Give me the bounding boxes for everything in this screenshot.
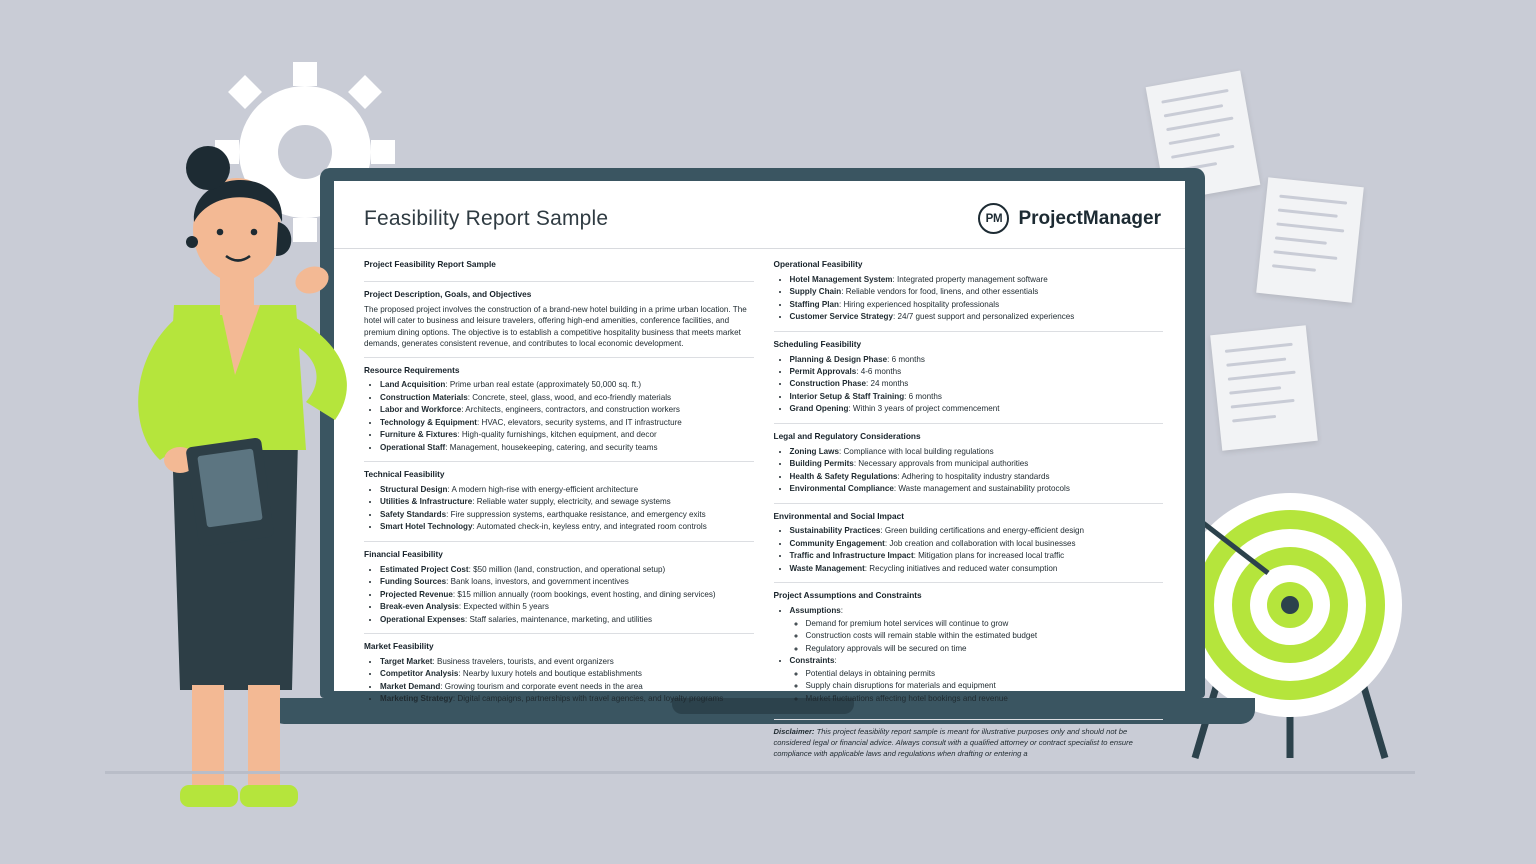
list-item: • Estimated Project Cost: $50 million (land, construction, and operational setup) bbox=[380, 564, 754, 575]
left-column bbox=[364, 259, 754, 759]
bullet-list bbox=[364, 484, 754, 533]
list-item: • Building Permits: Necessary approvals from municipal authorities bbox=[790, 458, 1164, 469]
bullet-list bbox=[774, 274, 1164, 323]
sub-list-item: ◦ Market fluctuations affecting hotel bookings and revenue bbox=[806, 693, 1164, 704]
section-title: Market Feasibility bbox=[364, 641, 434, 652]
bullet-list bbox=[774, 525, 1164, 574]
sub-list-item: ◦ Construction costs will remain stable within the estimated budget bbox=[806, 630, 1164, 641]
list-item: • Technology & Equipment: HVAC, elevators, security systems, and IT infrastructure bbox=[380, 417, 754, 428]
list-item: • Interior Setup & Staff Training: 6 months bbox=[790, 391, 1164, 402]
list-item: • Customer Service Strategy: 24/7 guest support and personalized experiences bbox=[790, 311, 1164, 322]
list-item: • Projected Revenue: $15 million annually (room bookings, event hosting, and dining services) bbox=[380, 589, 754, 600]
brand-mark-icon: PM bbox=[978, 203, 1009, 234]
list-item: • Smart Hotel Technology: Automated check-in, keyless entry, and integrated room controls bbox=[380, 521, 754, 532]
section-market-feasibility bbox=[364, 641, 754, 713]
list-item: • Planning & Design Phase: 6 months bbox=[790, 354, 1164, 365]
list-item: • Construction Materials: Concrete, steel, glass, wood, and eco-friendly materials bbox=[380, 392, 754, 403]
section-assumptions-constraints bbox=[774, 590, 1164, 712]
list-item: • Market Demand: Growing tourism and corporate event needs in the area bbox=[380, 681, 754, 692]
list-item: • Staffing Plan: Hiring experienced hospitality professionals bbox=[790, 299, 1164, 310]
list-item: • Utilities & Infrastructure: Reliable water supply, electricity, and sewage systems bbox=[380, 496, 754, 507]
document-body bbox=[334, 249, 1185, 759]
section-paragraph: The proposed project involves the construction of a brand-new hotel building in a prime urban location. The hotel will cater to business and leisure travelers, offering high-end amenities, conference facilities, and premium dining options. The objective is to establish a competitive hospitality business that meets market demands, generates consistent revenue, and contributes to local economic development. bbox=[364, 304, 747, 349]
section-technical-feasibility bbox=[364, 469, 754, 542]
list-item: • Permit Approvals: 4-6 months bbox=[790, 366, 1164, 377]
paper-sheet-icon bbox=[1256, 177, 1364, 302]
list-item: • Sustainability Practices: Green building certifications and energy-efficient design bbox=[790, 525, 1164, 536]
right-column bbox=[774, 259, 1164, 759]
bullet-list bbox=[774, 354, 1164, 415]
list-item: • Structural Design: A modern high-rise with energy-efficient architecture bbox=[380, 484, 754, 495]
presenter-illustration bbox=[120, 130, 350, 780]
paper-sheet-icon bbox=[1210, 325, 1318, 450]
section-project-description bbox=[364, 289, 754, 358]
list-item: • Labor and Workforce: Architects, engineers, contractors, and construction workers bbox=[380, 404, 754, 415]
document-screen bbox=[334, 181, 1185, 759]
list-item: • Operational Staff: Management, housekeeping, catering, and security teams bbox=[380, 442, 754, 453]
bullet-list bbox=[774, 605, 1164, 704]
section-title: Environmental and Social Impact bbox=[773, 510, 904, 521]
section-report-heading bbox=[364, 259, 754, 282]
list-item: • Grand Opening: Within 3 years of project commencement bbox=[790, 403, 1164, 414]
sub-list-item: ◦ Supply chain disruptions for materials and equipment bbox=[806, 680, 1164, 691]
section-title: Financial Feasibility bbox=[364, 548, 443, 559]
section-title: Technical Feasibility bbox=[364, 469, 445, 480]
list-item: • Traffic and Infrastructure Impact: Mitigation plans for increased local traffic bbox=[790, 550, 1164, 561]
section-financial-feasibility bbox=[364, 549, 754, 634]
document-header bbox=[334, 181, 1185, 249]
brand-name: ProjectManager bbox=[1018, 207, 1161, 229]
section-title: Operational Feasibility bbox=[773, 259, 863, 269]
bullet-list bbox=[364, 564, 754, 625]
list-item: • Assumptions: ◦ Demand for premium hotel services will continue to grow ◦ Construction costs will remain stable within the estimated budget ◦ Regulatory approvals will be secured on time bbox=[790, 605, 1164, 654]
list-item: • Safety Standards: Fire suppression systems, earthquake resistance, and emergency exits bbox=[380, 509, 754, 520]
section-operational-feasibility bbox=[774, 259, 1164, 332]
page-title: Feasibility Report Sample bbox=[364, 206, 609, 230]
section-resource-requirements bbox=[364, 365, 754, 463]
sub-list-item: ◦ Regulatory approvals will be secured on time bbox=[806, 643, 1164, 654]
section-legal-regulatory bbox=[774, 431, 1164, 504]
sub-list-item: ◦ Demand for premium hotel services will continue to grow bbox=[806, 618, 1164, 629]
list-item: • Zoning Laws: Compliance with local building regulations bbox=[790, 446, 1164, 457]
section-environmental-social-impact bbox=[774, 511, 1164, 584]
disclaimer-label: Disclaimer: bbox=[773, 727, 815, 737]
section-title: Project Feasibility Report Sample bbox=[364, 259, 496, 269]
list-item: • Target Market: Business travelers, tourists, and event organizers bbox=[380, 656, 754, 667]
section-title: Scheduling Feasibility bbox=[773, 338, 862, 349]
brand-logo bbox=[978, 203, 1161, 234]
section-scheduling-feasibility bbox=[774, 339, 1164, 424]
sub-list-item: ◦ Potential delays in obtaining permits bbox=[806, 668, 1164, 679]
list-item: • Hotel Management System: Integrated property management software bbox=[790, 274, 1164, 285]
list-item: • Funding Sources: Bank loans, investors, and government incentives bbox=[380, 576, 754, 587]
list-item: • Furniture & Fixtures: High-quality furnishings, kitchen equipment, and decor bbox=[380, 429, 754, 440]
list-item: • Operational Expenses: Staff salaries, maintenance, marketing, and utilities bbox=[380, 614, 754, 625]
sub-list bbox=[790, 668, 1164, 704]
bullet-list bbox=[364, 379, 754, 453]
list-item: • Break-even Analysis: Expected within 5 years bbox=[380, 601, 754, 612]
bullet-list bbox=[364, 656, 754, 705]
list-item: • Land Acquisition: Prime urban real estate (approximately 50,000 sq. ft.) bbox=[380, 379, 754, 390]
disclaimer bbox=[774, 719, 1164, 759]
list-item: • Constraints: ◦ Potential delays in obtaining permits ◦ Supply chain disruptions for materials and equipment ◦ Market fluctuations affecting hotel bookings and revenue bbox=[790, 655, 1164, 704]
list-item: • Marketing Strategy: Digital campaigns, partnerships with travel agencies, and loyalty programs bbox=[380, 693, 754, 704]
list-item: • Community Engagement: Job creation and collaboration with local businesses bbox=[790, 538, 1164, 549]
section-title: Legal and Regulatory Considerations bbox=[773, 430, 921, 441]
list-item: • Competitor Analysis: Nearby luxury hotels and boutique establishments bbox=[380, 668, 754, 679]
list-item: • Supply Chain: Reliable vendors for food, linens, and other essentials bbox=[790, 286, 1164, 297]
list-item: • Waste Management: Recycling initiatives and reduced water consumption bbox=[790, 563, 1164, 574]
bullet-list bbox=[774, 446, 1164, 495]
section-title: Resource Requirements bbox=[364, 364, 460, 375]
list-item: • Construction Phase: 24 months bbox=[790, 378, 1164, 389]
list-item: • Environmental Compliance: Waste management and sustainability protocols bbox=[790, 483, 1164, 494]
disclaimer-text: This project feasibility report sample is meant for illustrative purposes only and should not be considered legal or financial advice. Always consult with a qualified attorney or contract specialist to ensure compliance with applicable laws and regulations when drafting or entering a bbox=[773, 727, 1133, 759]
section-title: Project Assumptions and Constraints bbox=[773, 590, 922, 601]
sub-list bbox=[790, 618, 1164, 654]
section-title: Project Description, Goals, and Objectives bbox=[364, 288, 532, 299]
list-item: • Health & Safety Regulations: Adhering to hospitality industry standards bbox=[790, 471, 1164, 482]
floor-line bbox=[105, 771, 1415, 774]
